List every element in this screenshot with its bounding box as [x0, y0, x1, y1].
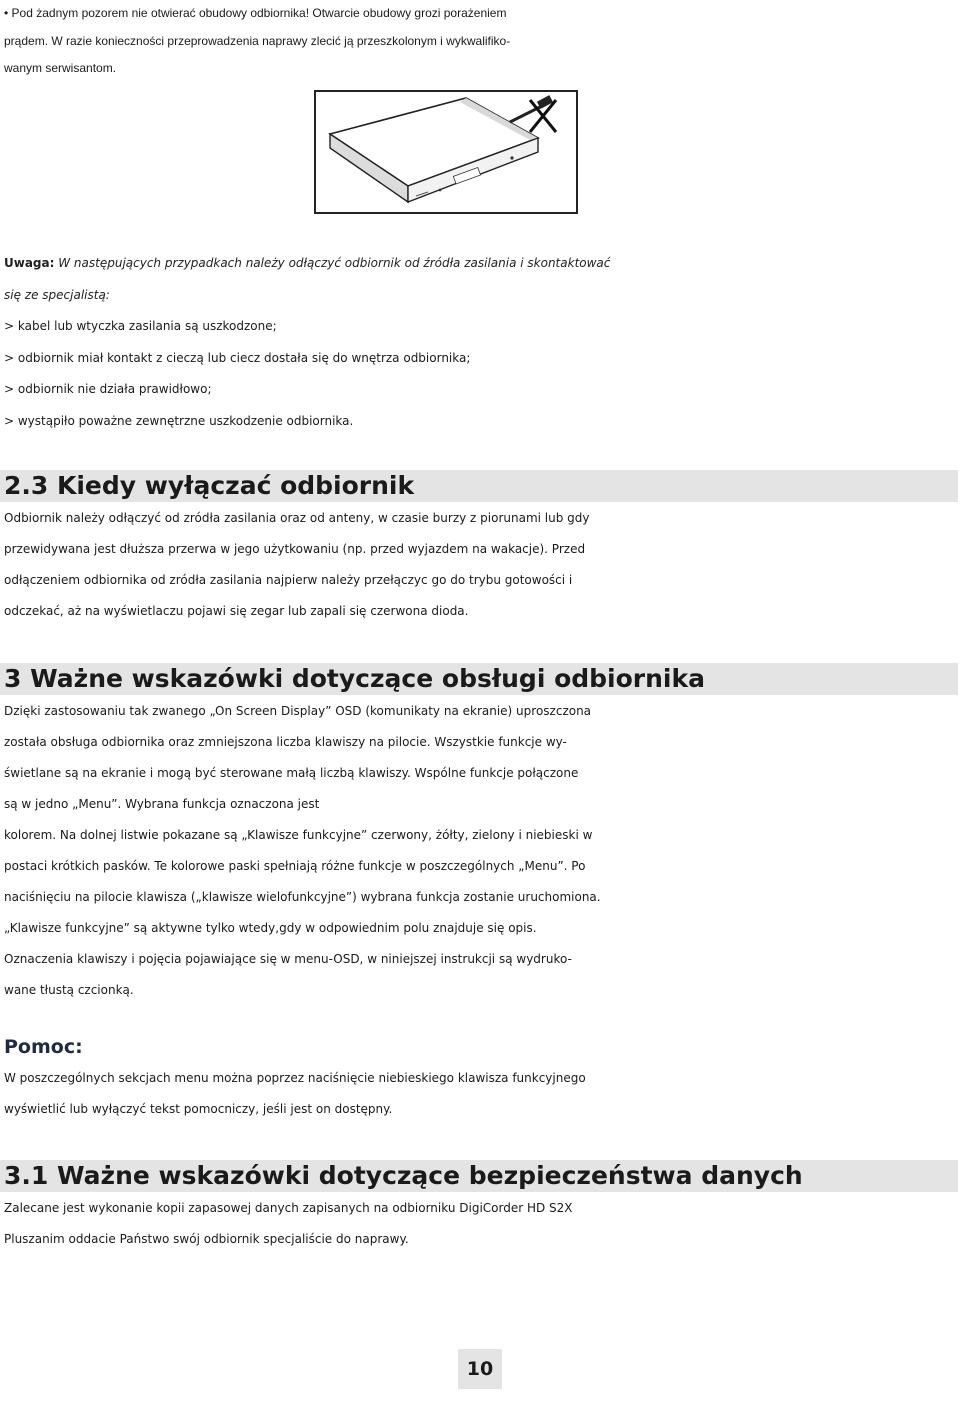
intro-line: wanym serwisantom. — [4, 61, 117, 75]
paragraph-line: Odbiornik należy odłączyć od zródła zasilania oraz od anteny, w czasie burzy z piorunami lub gdy — [4, 511, 590, 525]
paragraph-line: W poszczególnych sekcjach menu można poprzez naciśnięcie niebieskiego klawisza funkcyjnego — [4, 1071, 586, 1085]
intro-line: • Pod żadnym pozorem nie otwierać obudowy odbiornika! Otwarcie obudowy grozi porażeniem — [4, 6, 507, 20]
intro-paragraph — [4, 0, 958, 83]
help-block — [4, 1032, 958, 1125]
list-item: > odbiornik nie działa prawidłowo; — [4, 382, 212, 396]
section-heading-2-3: 2.3 Kiedy wyłączać odbiornik — [0, 470, 958, 502]
section-2-3-paragraph — [4, 503, 958, 627]
paragraph-line: Oznaczenia klawiszy i pojęcia pojawiające się w menu-OSD, w niniejszej instrukcji są wydruko- — [4, 952, 572, 966]
warning-text: W następujących przypadkach należy odłączyć odbiornik od źródła zasilania i skontaktować — [54, 256, 611, 270]
paragraph-line: są w jedno „Menu”. Wybrana funkcja oznaczona jest — [4, 797, 320, 811]
paragraph-line: wane tłustą czcionką. — [4, 983, 134, 997]
warning-block — [4, 248, 958, 437]
warning-label: Uwaga: — [4, 256, 55, 270]
list-item: > kabel lub wtyczka zasilania są uszkodzone; — [4, 319, 277, 333]
list-item: > wystąpiło poważne zewnętrzne uszkodzenie odbiornika. — [4, 413, 354, 428]
section-3-1-paragraph — [4, 1193, 958, 1255]
section-heading-3: 3 Ważne wskazówki dotyczące obsługi odbiornika — [0, 663, 958, 695]
paragraph-line: kolorem. Na dolnej listwie pokazane są „Klawisze funkcyjne” czerwony, żółty, zielony i niebieski w — [4, 828, 593, 842]
paragraph-line: odczekać, aż na wyświetlaczu pojawi się zegar lub zapali się czerwona dioda. — [4, 604, 469, 618]
paragraph-line: Dzięki zastosowaniu tak zwanego „On Screen Display” OSD (komunikaty na ekranie) uproszczona — [4, 704, 592, 718]
help-label: Pomoc: — [4, 1036, 83, 1058]
list-item: > odbiornik miał kontakt z cieczą lub ciecz dostała się do wnętrza odbiornika; — [4, 350, 471, 365]
receiver-illustration — [314, 90, 578, 214]
paragraph-line: odłączeniem odbiornika od zródła zasilania najpierw należy przełączyc go do trybu gotowości i — [4, 573, 573, 587]
page-number: 10 — [458, 1349, 502, 1389]
paragraph-line: Zalecane jest wykonanie kopii zapasowej danych zapisanych na odbiorniku DigiCorder HD S2X — [4, 1201, 573, 1215]
paragraph-line: „Klawisze funkcyjne” są aktywne tylko wtedy,gdy w odpowiednim polu znajduje się opis. — [4, 921, 537, 935]
paragraph-line: została obsługa odbiornika oraz zmniejszona liczba klawiszy na pilocie. Wszystkie funkcje wy- — [4, 735, 567, 749]
section-3-paragraph — [4, 696, 958, 1006]
paragraph-line: postaci krótkich pasków. Te kolorowe paski spełniają różne funkcje w poszczególnych „Menu”. Po — [4, 859, 586, 873]
paragraph-line: świetlane są na ekranie i mogą być sterowane małą liczbą klawiszy. Wspólne funkcje połączone — [4, 766, 579, 780]
paragraph-line: naciśnięciu na pilocie klawisza („klawisze wielofunkcyjne”) wybrana funkcja zostanie uruchomiona. — [4, 890, 601, 904]
section-heading-3-1: 3.1 Ważne wskazówki dotyczące bezpieczeństwa danych — [0, 1160, 958, 1192]
paragraph-line: Pluszanim oddacie Państwo swój odbiornik specjaliście do naprawy. — [4, 1232, 409, 1246]
receiver-open-prohibited-icon — [316, 92, 576, 212]
warning-list — [4, 311, 958, 437]
warning-text: się ze specjalistą: — [4, 287, 110, 302]
paragraph-line: wyświetlić lub wyłączyć tekst pomocniczy, jeśli jest on dostępny. — [4, 1102, 393, 1116]
intro-line: prądem. W razie konieczności przeprowadzenia naprawy zlecić ją przeszkolonym i wykwalifiko- — [4, 33, 511, 48]
paragraph-line: przewidywana jest dłuższa przerwa w jego użytkowaniu (np. przed wyjazdem na wakacje). Przed — [4, 542, 586, 556]
